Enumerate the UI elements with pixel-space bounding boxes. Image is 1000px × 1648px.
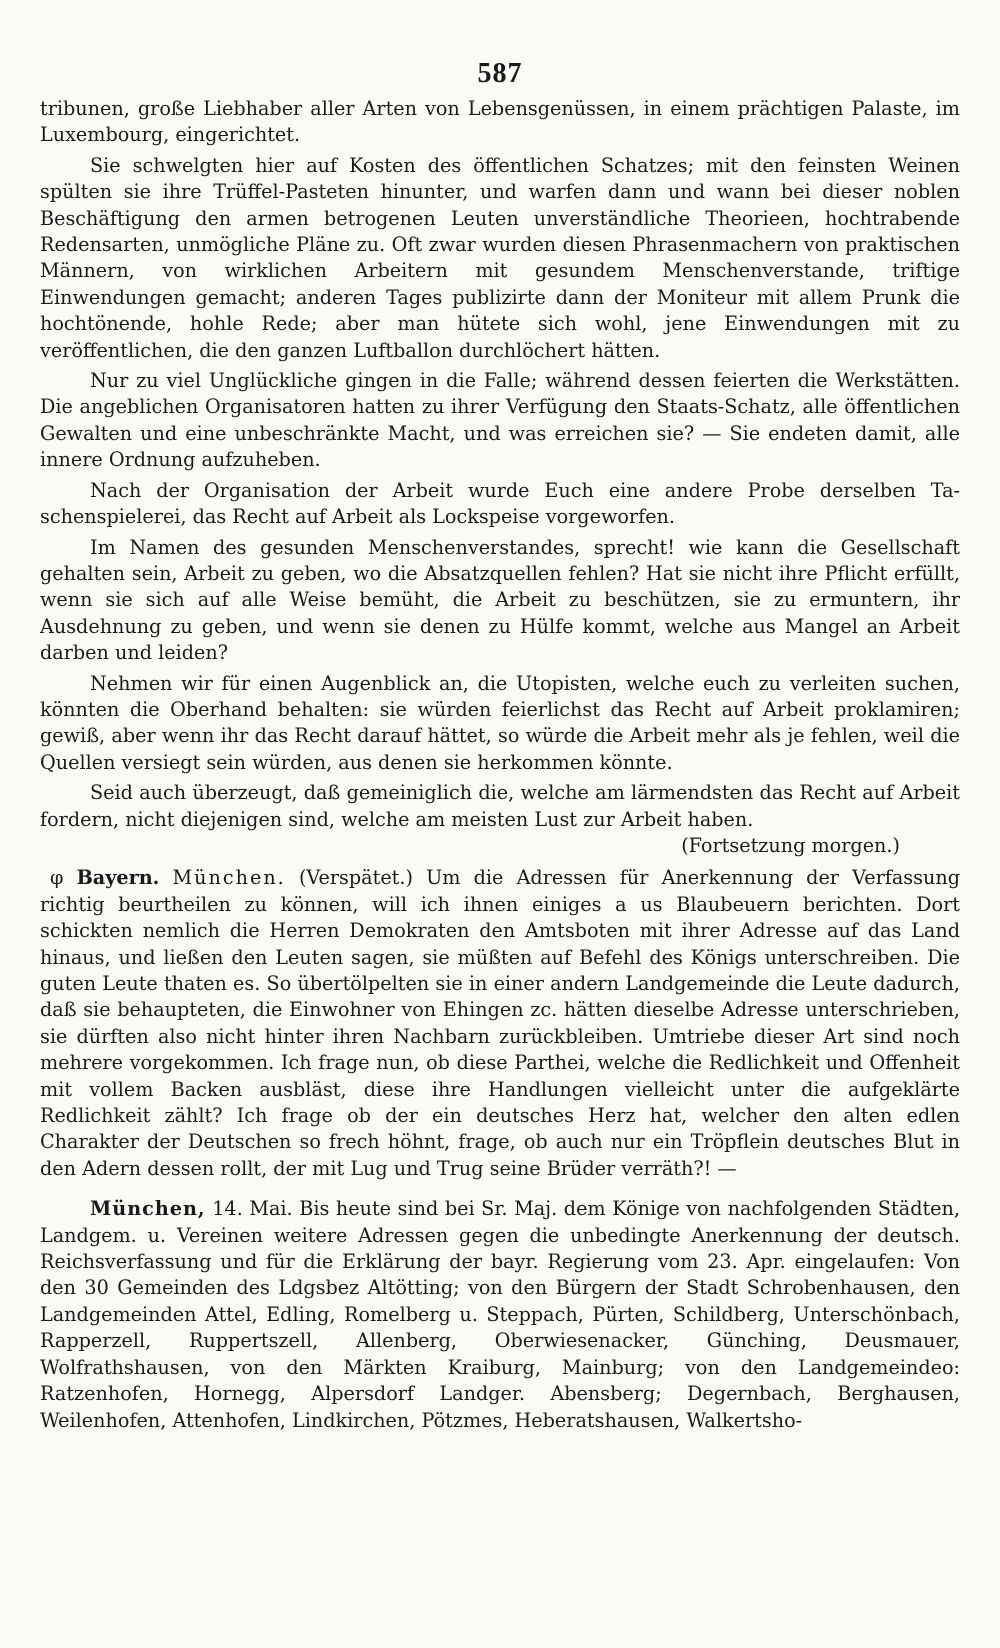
paragraph-6: Nehmen wir für einen Augenblick an, die Utopisten, welche euch zu verleiten suchen, könnten die Oberhand behalten: sie würden feierlichst das Recht auf Arbeit proklamiren; gewiß, aber wenn ihr das Recht darauf hättet, so würde die Arbeit mehr als je fehlen, weil die Quellen versiegt sein würden, aus denen sie herkommen könnte. xyxy=(40,671,960,774)
article-bayern xyxy=(40,865,960,1182)
paragraph-4: Nach der Organisation der Arbeit wurde Euch eine andere Probe derselben Taschenspielerei, das Recht auf Arbeit als Lockspeise vorgeworfen. xyxy=(40,478,960,529)
article-heading: Bayern. xyxy=(76,866,160,890)
dateline-date: 14. Mai. xyxy=(212,1197,293,1221)
article-place: München. xyxy=(172,866,286,890)
continuation-note: (Fortsetzung morgen.) xyxy=(681,833,900,857)
paragraph-3: Nur zu viel Unglückliche gingen in die Falle; während dessen feierten die Werkstätten. Die angeblichen Organisatoren hatten zu ihrer Verfügung den Staats-Schatz, alle öffentlichen Gewalten und eine unbeschränkte Macht, und was erreichen sie? — Sie endeten damit, alle innere Ordnung aufzuheben. xyxy=(40,369,960,472)
dateline-place: München, xyxy=(90,1197,206,1221)
article-text-2: Bis heute sind bei Sr. Maj. dem Könige von nachfolgenden Städten, Landgem. u. Vereinen weitere Adressen gegen die unbedingte Anerkennung der deutsch. Reichsverfassung und für die Erklärung der bayr. Regierung vom 23. Apr. eingelaufen: Von den 30 Gemeinden des Ldgsbez Altötting; von den Bürgern der Stadt Schrobenhausen, den Landgemeinden Attel, Edling, Romelberg u. Steppach, Pürten, Schildberg, Unterschönbach, Rapperzell, Ruppertszell, Allenberg, Oberwiesenacker, Günching, Deusmauer, Wolfrathshausen, von den Märkten Kraiburg, Mainburg; von den Landgemeindeo: Ratzenhofen, Hornegg, Alpersdorf Landger. Abensberg; Degernbach, Berghausen, Weilenhofen, Attenhofen, Lindkirchen, Pötzmes, Heberatshausen, Walkertsho- xyxy=(40,1197,960,1432)
paragraph-1: tribunen, große Liebhaber aller Arten von Lebensgenüssen, in einem prächtigen Palaste, im Luxembourg, eingerichtet. xyxy=(40,97,960,147)
article-text: (Verspätet.) Um die Adressen für Anerkennung der Verfassung richtig beurtheilen zu können, will ich ihnen einiges a us Blaubeuern berichten. Dort schickten nemlich die Herren Demokraten den Amtsboten mit ihrer Adresse auf das Land hinaus, und ließen den Leuten sagen, sie müßten auf Befehl des Königs unterschreiben. Die guten Leute thaten es. So übertölpelten sie in einer andern Landgemeinde die Leute dadurch, daß sie behaupteten, die Einwohner von Ehingen zc. hätten dieselbe Adresse unterschrieben, sie dürften also nicht hinter ihren Nachbarn zurückbleiben. Umtriebe dieser Art sind noch mehrere vorgekommen. Ich frage nun, ob diese Parthei, welche die Redlichkeit und Offenheit mit vollem Backen ausbläst, diese ihre Handlungen vielleicht unter die aufgeklärte Redlichkeit zählt? Ich frage ob der ein deutsches Herz hat, welcher den alten edlen Charakter der Deutschen so frech höhnt, frage, ob auch nur ein Tröpflein deutsches Blut in den Adern dessen rollt, der mit Lug und Trug seine Brüder verräth?! — xyxy=(40,866,960,1180)
article-muenchen xyxy=(40,1196,960,1434)
paragraph-7: Seid auch überzeugt, daß gemeiniglich die, welche am lärmendsten das Recht auf Arbeit fordern, nicht diejenigen sind, welche am meisten Lust zur Arbeit haben. xyxy=(40,781,960,831)
paragraph-5: Im Namen des gesunden Menschenverstandes, sprecht! wie kann die Gesellschaft gehalten sein, Arbeit zu geben, wo die Absatzquellen fehlen? Hat sie nicht ihre Pflicht erfüllt, wenn sie sich auf alle Weise bemüht, die Arbeit zu beschützen, sie zu ermuntern, ihr Ausdehnung zu geben, und wenn sie denen zu Hülfe kommt, welche aus Mangel an Arbeit darben und leiden? xyxy=(40,535,960,665)
paragraph-2: Sie schwelgten hier auf Kosten des öffentlichen Schatzes; mit den feinsten Weinen spülten sie ihre Trüffel-Pasteten hinunter, und warfen dann und wann bei dieser noblen Beschäftigung den armen betrogenen Leuten unverständliche Theorieen, hochtrabende Redensarten, unmögliche Pläne zu. Oft zwar wurden diesen Phrasenmachern von praktischen Männern, von wirklichen Arbeitern mit gesundem Menschenverstande, triftige Einwendungen gemacht; anderen Tages publizirte dann der Moniteur mit allem Prunk die hochtönende, hohle Rede; aber man hütete sich wohl, jene Einwendungen mit zu veröffentlichen, die den ganzen Luftballon durchlöchert hätten. xyxy=(40,153,960,362)
article-marker: φ xyxy=(50,866,64,890)
article-body xyxy=(40,96,960,1434)
page-number: 587 xyxy=(477,58,523,89)
